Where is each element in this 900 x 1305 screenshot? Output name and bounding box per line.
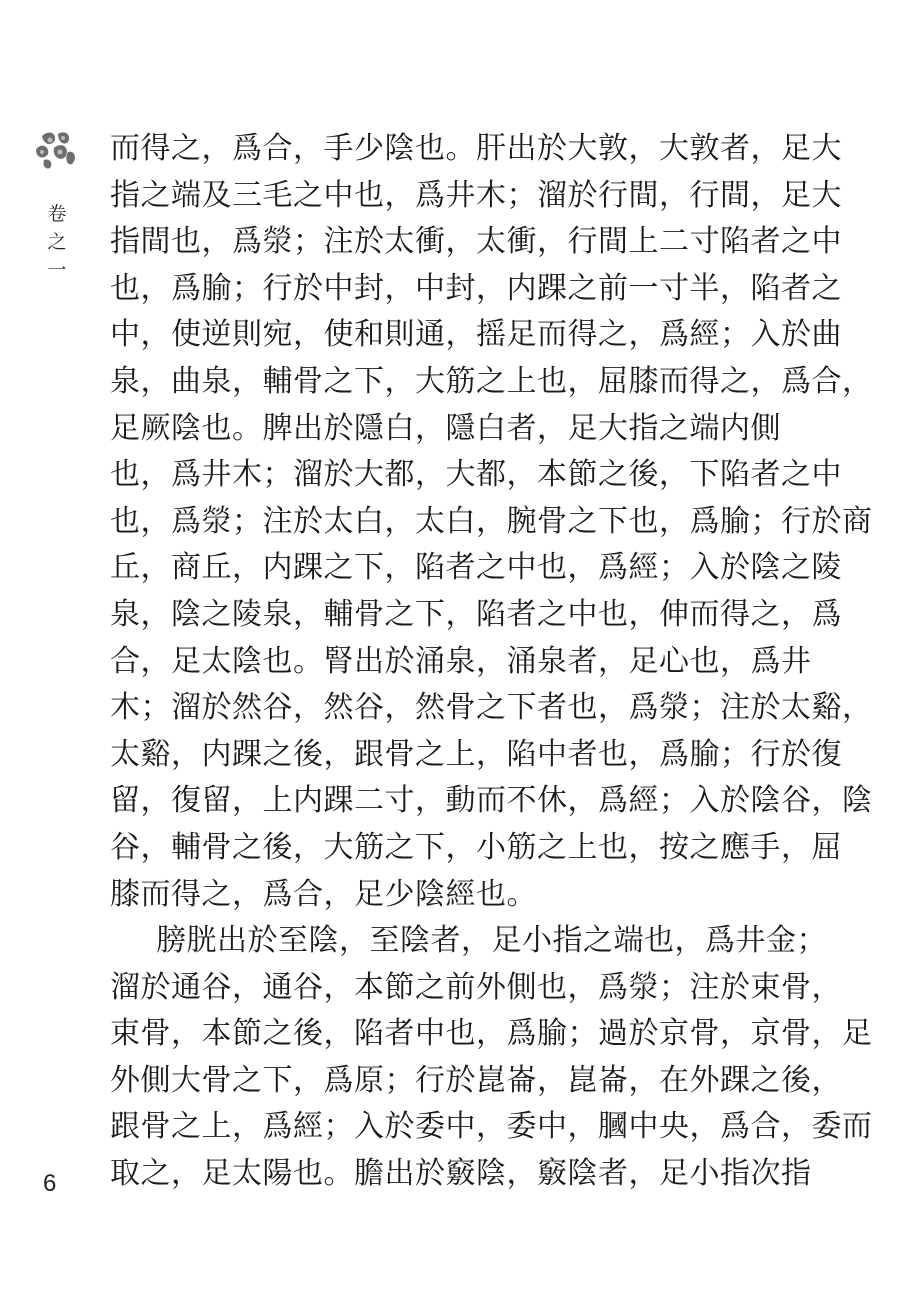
- volume-char: 卷: [47, 203, 67, 225]
- page-number: 6: [43, 1170, 57, 1197]
- text-line: 跟骨之上，爲經；入於委中，委中，膕中央，爲合，委而: [110, 1109, 873, 1145]
- text-line: 留，復留，上内踝二寸，動而不休，爲經；入於陰谷，陰: [110, 783, 873, 819]
- volume-label: [44, 200, 70, 284]
- text-line: 外側大骨之下，爲原；行於崑崙，崑崙，在外踝之後，: [110, 1062, 842, 1098]
- text-line: 指間也，爲滎；注於太衝，太衝，行間上二寸陷者之中: [110, 224, 842, 260]
- text-line: 谷，輔骨之後，大筋之下，小筋之上也，按之應手，屈: [110, 829, 842, 865]
- text-line: 而得之，爲合，手少陰也。肝出於大敦，大敦者，足大: [110, 131, 842, 166]
- text-line-paragraph-start: 膀胱出於至陰，至陰者，足小指之端也，爲井金；: [156, 923, 827, 959]
- text-line: 丘，商丘，内踝之下，陷者之中也，爲經；入於陰之陵: [110, 550, 842, 586]
- text-line: 木；溜於然谷，然谷，然骨之下者也，爲滎；注於太谿，: [110, 690, 873, 726]
- text-line: 泉，陰之陵泉，輔骨之下，陷者之中也，伸而得之，爲: [110, 596, 842, 632]
- volume-char: 一: [47, 259, 67, 281]
- text-line: 也，爲井木；溜於大都，大都，本節之後，下陷者之中: [110, 457, 842, 493]
- text-line: 也，爲腧；行於中封，中封，内踝之前一寸半，陷者之: [110, 270, 842, 306]
- text-line: 中，使逆則宛，使和則通，摇足而得之，爲經；入於曲: [110, 317, 842, 353]
- text-line: 泉，曲泉，輔骨之下，大筋之上也，屈膝而得之，爲合，: [110, 363, 873, 399]
- volume-char: 之: [47, 231, 67, 253]
- text-line: 太谿，内踝之後，跟骨之上，陷中者也，爲腧；行於復: [110, 736, 842, 772]
- text-line: 束骨，本節之後，陷者中也，爲腧；過於京骨，京骨，足: [110, 1016, 873, 1052]
- text-line: 指之端及三毛之中也，爲井木；溜於行間，行間，足大: [110, 177, 842, 213]
- main-text: [110, 126, 873, 1198]
- text-line: 合，足太陰也。腎出於涌泉，涌泉者，足心也，爲井: [110, 643, 812, 679]
- text-line: 足厥陰也。脾出於隱白，隱白者，足大指之端内側: [110, 410, 781, 446]
- flower-ornament-icon: [30, 128, 80, 172]
- text-line: 也，爲滎；注於太白，太白，腕骨之下也，爲腧；行於商: [110, 503, 873, 539]
- text-line: 溜於通谷，通谷，本節之前外側也，爲滎；注於束骨，: [110, 969, 842, 1005]
- text-line-paragraph-end: 膝而得之，爲合，足少陰經也。: [110, 876, 537, 912]
- text-line: 取之，足太陽也。膽出於竅陰，竅陰者，足小指次指: [110, 1156, 812, 1192]
